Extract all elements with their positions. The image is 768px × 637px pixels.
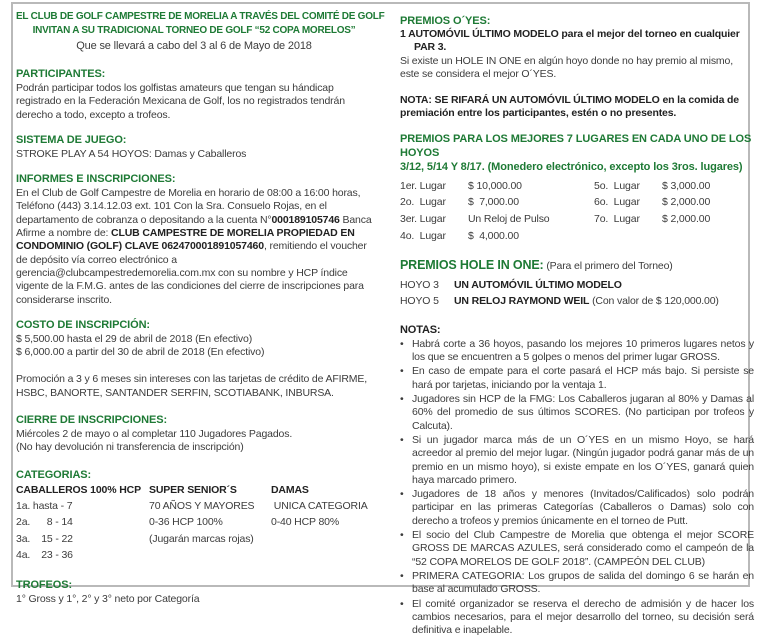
damas-row-3-empty [271, 531, 372, 548]
damas-row-2: 0-40 HCP 80% [271, 514, 372, 531]
superseniors-row-4-empty [149, 547, 271, 564]
participantes-body: Podrán participar todos los golfistas amateurs que tengan su hándicap registrado en la Federación Mexicana de Golf, los no registrados tendrán derecho a todo, excepto a trofeos. [16, 82, 372, 122]
damas-row-1: UNICA CATEGORIA [271, 498, 372, 515]
prize-5-value: $ 3,000.00 [662, 178, 710, 195]
prize-1-label: 1er. Lugar [400, 178, 468, 195]
premios-oyes-heading: PREMIOS O´YES: [400, 14, 754, 28]
caballeros-row-2: 2a. 8 - 14 [16, 514, 149, 531]
hoyo-5-prize [454, 293, 719, 309]
hoyo-5-label: HOYO 5 [400, 293, 454, 309]
hoyo-3-label: HOYO 3 [400, 277, 454, 293]
prize-6-label: 6o. Lugar [594, 194, 662, 211]
prize-4-label: 4o. Lugar [400, 228, 468, 245]
prize-6-value: $ 2,000.00 [662, 194, 710, 211]
hole-in-one-heading-suffix: (Para el primero del Torneo) [544, 260, 673, 272]
prize-row-7 [594, 211, 754, 228]
informes-body [16, 187, 372, 307]
prize-5-label: 5o. Lugar [594, 178, 662, 195]
superseniors-row-2: 0-36 HCP 100% [149, 514, 271, 531]
flyer-header [16, 10, 372, 53]
damas-row-4-empty [271, 547, 372, 564]
subtitle-dates: Que se llevará a cabo del 3 al 6 de Mayo de 2018 [16, 39, 372, 53]
informes-account-number: 000189105746 [271, 214, 339, 226]
section-sistema-de-juego [16, 133, 372, 161]
hoyo-5-prize-suffix: (Con valor de $ 120,000.00) [589, 295, 718, 307]
trofeos-body: 1° Gross y 1°, 2° y 3° neto por Categoría [16, 593, 372, 606]
informes-text-1: En el Club de Golf Campestre de Morelia en horario de 08:00 a 16:00 horas, Teléfono (443) 3.14.12.03 ext. 101 Con la Sra. Consuelo Rojas, en el departamento de cobranza o depositando a la cuenta N° [16, 187, 360, 226]
prize-row-1 [400, 178, 594, 195]
section-costo-inscripcion [16, 318, 372, 400]
premios7-heading-line-1: PREMIOS PARA LOS MEJORES 7 LUGARES EN CADA UNO DE LOS HOYOS [400, 132, 754, 160]
costo-line-2: $ 6,000.00 a partir del 30 de abril de 2018 (En efectivo) [16, 346, 372, 359]
section-premios-7-lugares [400, 132, 754, 244]
sistema-body: STROKE PLAY A 54 HOYOS: Damas y Caballeros [16, 148, 372, 161]
costo-heading: COSTO DE INSCRIPCIÓN: [16, 318, 372, 332]
prize-row-6 [594, 194, 754, 211]
prize-3-value: Un Reloj de Pulso [468, 211, 550, 228]
cierre-line-2: (No hay devolución ni transferencia de inscripción) [16, 441, 372, 454]
hole-in-one-row-2 [400, 293, 754, 309]
superseniors-row-3: (Jugarán marcas rojas) [149, 531, 271, 548]
section-hole-in-one [400, 256, 754, 309]
prize-7-value: $ 2,000.00 [662, 211, 710, 228]
nota-bullet-8: • El comité organizador se reserva el derecho de admisión y de hacer los cambios necesarios, para el mejor desarrollo del torneo, su decisión será definitiva e inapelable. [400, 598, 754, 637]
cierre-heading: CIERRE DE INSCRIPCIONES: [16, 413, 372, 427]
nota-bullet-1: • Habrá corte a 36 hoyos, pasando los mejores 10 primeros lugares netos y los que se encuentren a 5 golpes o menos del primer lugar GROSS. [400, 338, 754, 365]
hole-in-one-heading-row [400, 256, 754, 274]
categorias-col-superseniors-header: SUPER SENIOR´S [149, 482, 271, 498]
section-trofeos [16, 578, 372, 606]
prize-row-5 [594, 178, 754, 195]
informes-text-2: Banca Afirme a nombre de: [16, 214, 372, 239]
section-categorias [16, 468, 372, 564]
costo-line-1: $ 5,500.00 hasta el 29 de abril de 2018 (En efectivo) [16, 333, 372, 346]
premios-oyes-nota: NOTA: SE RIFARÁ UN AUTOMÓVIL ÚLTIMO MODELO en la comida de premiación entre los participantes, estén o no presentes. [400, 94, 754, 121]
hoyo-5-prize-bold: UN RELOJ RAYMOND WEIL [454, 295, 589, 307]
notas-heading: NOTAS: [400, 324, 754, 337]
nota-bullet-7: • PRIMERA CATEGORIA: Los grupos de salida del domingo 6 se harán en base al acumulado GROSS. [400, 570, 754, 597]
prize-2-label: 2o. Lugar [400, 194, 468, 211]
caballeros-row-3: 3a. 15 - 22 [16, 531, 149, 548]
nota-bullet-3: • Jugadores sin HCP de la FMG: Los Caballeros jugaran al 80% y Damas al 60% del promedio de sus últimos SCORES. (No participan por trofeos y Calcuta). [400, 393, 754, 433]
title-line-1: EL CLUB DE GOLF CAMPESTRE DE MORELIA A TRAVÉS DEL COMITÉ DE GOLF [16, 10, 372, 24]
caballeros-row-1: 1a. hasta - 7 [16, 498, 149, 515]
premios-oyes-body: Si existe un HOLE IN ONE en algún hoyo donde no hay premio al mismo, este se considera el mejor O´YES. [400, 55, 754, 82]
section-cierre-inscripciones [16, 413, 372, 455]
superseniors-row-1: 70 AÑOS Y MAYORES [149, 498, 271, 515]
trofeos-heading: TROFEOS: [16, 578, 372, 592]
prize-1-value: $ 10,000.00 [468, 178, 522, 195]
cierre-line-1: Miércoles 2 de mayo o al completar 110 Jugadores Pagados. [16, 428, 372, 441]
sistema-heading: SISTEMA DE JUEGO: [16, 133, 372, 147]
hoyo-3-prize-bold: UN AUTOMÓVIL ÚLTIMO MODELO [454, 279, 622, 291]
section-notas [400, 324, 754, 637]
hoyo-3-prize [454, 277, 622, 293]
hole-in-one-heading: PREMIOS HOLE IN ONE: [400, 258, 544, 272]
section-informes-inscripciones [16, 172, 372, 307]
nota-bullet-4: • Si un jugador marca más de un O´YES en un mismo Hoyo, se hará acreedor al premio del mejor lugar. (Ningún jugador podrá ganar más de un premio en un mismo hoyo), si existe empate en los O´YES, ganará quien haya marcado primero. [400, 434, 754, 487]
prize-table [400, 178, 754, 244]
section-participantes [16, 67, 372, 122]
prize-row-3 [400, 211, 594, 228]
informes-heading: INFORMES E INSCRIPCIONES: [16, 172, 372, 186]
prize-7-label: 7o. Lugar [594, 211, 662, 228]
informes-account-name: CLUB CAMPESTRE DE MORELIA PROPIEDAD EN CONDOMINIO (GOLF) CLAVE 062470001891057460 [16, 227, 355, 252]
left-column [16, 10, 372, 637]
hole-in-one-row-1 [400, 277, 754, 293]
costo-promo: Promoción a 3 y 6 meses sin intereses con las tarjetas de crédito de AFIRME, HSBC, BANORTE, SANTANDER SERFIN, SCOTIABANK, INBURSA. [16, 373, 372, 400]
prize-row-2 [400, 194, 594, 211]
right-column [400, 10, 754, 637]
informes-text-3: , remitiendo el voucher de depósito vía correo electrónico a gerencia@clubcampestredemorelia.com.mx con su nombre y HCP índice vigente de la F.M.G. antes de las condiciones del cierre de inscripciones para considerarse inscrito. [16, 240, 367, 305]
categorias-table [16, 482, 372, 564]
prize-table-left [400, 178, 594, 244]
title-line-2: INVITAN A SU TRADICIONAL TORNEO DE GOLF “52 COPA MORELOS” [16, 24, 372, 38]
categorias-heading: CATEGORIAS: [16, 468, 372, 482]
prize-4-value: $ 4,000.00 [468, 228, 519, 245]
participantes-heading: PARTICIPANTES: [16, 67, 372, 81]
prize-3-label: 3er. Lugar [400, 211, 468, 228]
flyer-content [16, 10, 754, 637]
section-premios-oyes [400, 14, 754, 121]
premios7-heading-line-2: 3/12, 5/14 Y 8/17. (Monedero electrónico, excepto los 3ros. lugares) [400, 160, 754, 174]
categorias-col-caballeros-header: CABALLEROS 100% HCP [16, 482, 149, 498]
nota-bullet-2: • En caso de empate para el corte pasará el HCP más bajo. Si persiste se hará por tarjetas, iniciando por la ventaja 1. [400, 365, 754, 392]
prize-row-4 [400, 228, 594, 245]
caballeros-row-4: 4a. 23 - 36 [16, 547, 149, 564]
nota-bullet-6: • El socio del Club Campestre de Morelia que obtenga el mejor SCORE GROSS DE MARCAS AZULES, será considerado como el campeón de la “52 COPA MORELOS DE GOLF 2018”. (CAMPEÓN DEL CLUB) [400, 529, 754, 569]
prize-table-right [594, 178, 754, 244]
categorias-col-damas-header: DAMAS [271, 482, 372, 498]
premios-oyes-prize-line-1: 1 AUTOMÓVIL ÚLTIMO MODELO para el mejor del torneo en cualquier [400, 28, 754, 41]
premios-oyes-prize-line-2: PAR 3. [400, 41, 754, 54]
prize-2-value: $ 7,000.00 [468, 194, 519, 211]
nota-bullet-5: • Jugadores de 18 años y menores (Invitados/Calificados) solo podrán participar en las primeras Categorías (Caballeros o Damas) solo con derecho a trofeos y premios únicamente en el torneo de Putt. [400, 488, 754, 528]
